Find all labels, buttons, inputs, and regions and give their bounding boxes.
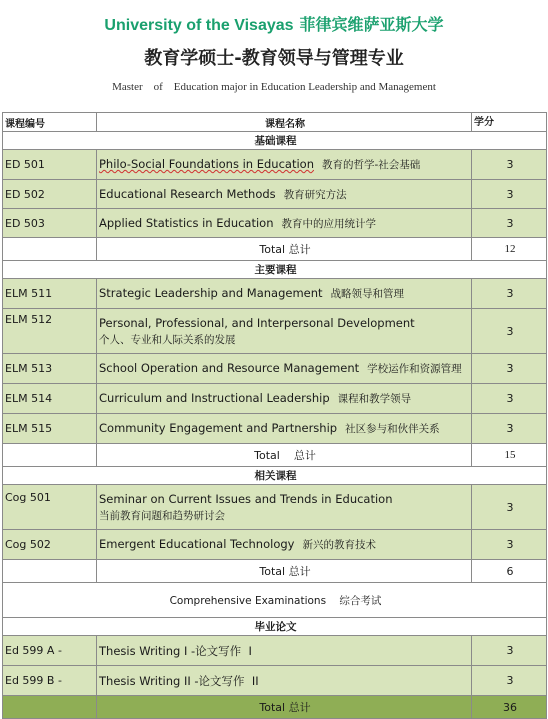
empty-cell (3, 696, 97, 719)
course-name-en: Curriculum and Instructional Leadership (99, 391, 330, 405)
empty-cell (3, 444, 97, 467)
university-name-en: University of the Visayas (104, 17, 294, 34)
course-name-cn: 社区参与和伙伴关系 (345, 423, 440, 435)
grand-total-row (3, 696, 547, 719)
course-name-cn: 教育研究方法 (283, 188, 347, 201)
header-name: 课程名称 (97, 113, 472, 132)
course-name (97, 530, 472, 560)
course-credit: 3 (472, 354, 547, 384)
course-credit: 3 (472, 180, 547, 209)
course-name-en: School Operation and Resource Management (99, 361, 360, 375)
table-row (3, 279, 547, 309)
course-name-cn: 教育的哲学-社会基础 (322, 159, 421, 171)
table-row (3, 414, 547, 444)
section-thesis (3, 618, 547, 636)
course-credit: 3 (472, 209, 547, 238)
course-name (97, 414, 472, 444)
course-name (97, 180, 472, 209)
total-credit: 12 (472, 238, 547, 261)
section-foundation (3, 132, 547, 150)
course-credit: 3 (472, 530, 547, 560)
table-row (3, 530, 547, 560)
section-related (3, 467, 547, 485)
grand-total-credit: 36 (472, 696, 547, 719)
course-code: ED 503 (3, 209, 97, 238)
section-major (3, 261, 547, 279)
total-label: Total 总计 (97, 238, 472, 261)
course-name (97, 209, 472, 238)
header-code: 课程编号 (3, 113, 97, 132)
course-name-en: Personal, Professional, and Interpersonal Development (99, 315, 415, 330)
course-name-en: Educational Research Methods (99, 186, 276, 201)
course-code: Cog 501 (3, 485, 97, 530)
course-credit: 3 (472, 666, 547, 696)
empty-cell (3, 238, 97, 261)
total-row (3, 560, 547, 583)
section-label: 毕业论文 (3, 618, 547, 636)
course-name-cn: 新兴的教育技术 (302, 539, 376, 551)
course-credit: 3 (472, 485, 547, 530)
grand-total-label: Total 总计 (97, 696, 472, 719)
table-row (3, 150, 547, 180)
university-title (0, 12, 548, 35)
course-code: Ed 599 B - (3, 666, 97, 696)
program-title-cn: 教育学硕士-教育领导与管理专业 (144, 48, 404, 69)
course-name-cn: 战略领导和管理 (330, 288, 405, 300)
total-row (3, 444, 547, 467)
university-name-cn: 菲律宾维萨亚斯大学 (299, 17, 444, 34)
course-credit: 3 (472, 636, 547, 666)
course-name (97, 384, 472, 414)
course-name-cn: 学校运作和资源管理 (367, 363, 462, 375)
total-row (3, 238, 547, 261)
course-code: Ed 599 A - (3, 636, 97, 666)
table-row (3, 309, 547, 354)
course-name-en: Applied Statistics in Education (99, 215, 274, 230)
course-name (97, 150, 472, 180)
comprehensive-row (3, 583, 547, 618)
course-code: ELM 513 (3, 354, 97, 384)
course-code: ED 502 (3, 180, 97, 209)
course-credit: 3 (472, 414, 547, 444)
course-name: Thesis Writing I -论文写作 I (97, 636, 472, 666)
comprehensive-label: Comprehensive Examinations 综合考试 (3, 583, 547, 618)
course-name-en: Strategic Leadership and Management (99, 286, 323, 300)
course-name-cn: 课程和教学领导 (337, 393, 412, 405)
table-row (3, 180, 547, 209)
section-label: 相关课程 (3, 467, 547, 485)
course-code: Cog 502 (3, 530, 97, 560)
table-row (3, 636, 547, 666)
table-row (3, 384, 547, 414)
course-credit: 3 (472, 150, 547, 180)
course-name-cn: 个人、专业和人际关系的发展 (99, 333, 236, 346)
course-credit: 3 (472, 384, 547, 414)
course-name-en: Emergent Educational Technology (99, 537, 295, 551)
program-title-en: Master of Education major in Education Leadership and Management (112, 81, 436, 93)
course-name (97, 354, 472, 384)
section-label: 基础课程 (3, 132, 547, 150)
total-label: Total 总计 (97, 560, 472, 583)
course-name (97, 485, 472, 530)
table-row (3, 666, 547, 696)
course-code: ELM 511 (3, 279, 97, 309)
course-name-en: Philo-Social Foundations in Education (99, 157, 314, 171)
course-name-cn: 教育中的应用统计学 (281, 217, 377, 230)
header-credit: 学分 (472, 113, 547, 132)
course-name-en: Seminar on Current Issues and Trends in Education (99, 491, 393, 506)
table-row (3, 209, 547, 238)
course-credit: 3 (472, 279, 547, 309)
course-credit: 3 (472, 309, 547, 354)
section-label: 主要课程 (3, 261, 547, 279)
course-code: ELM 515 (3, 414, 97, 444)
course-code: ELM 514 (3, 384, 97, 414)
course-name: Thesis Writing II -论文写作 II (97, 666, 472, 696)
course-name-cn: 当前教育问题和趋势研讨会 (99, 509, 225, 522)
empty-cell (3, 560, 97, 583)
total-credit: 15 (472, 444, 547, 467)
course-name (97, 279, 472, 309)
total-credit: 6 (472, 560, 547, 583)
course-code: ELM 512 (3, 309, 97, 354)
total-label: Total 总计 (97, 444, 472, 467)
course-table (2, 112, 547, 719)
course-name (97, 309, 472, 354)
table-row (3, 354, 547, 384)
course-code: ED 501 (3, 150, 97, 180)
table-header-row (3, 113, 547, 132)
table-row (3, 485, 547, 530)
course-name-en: Community Engagement and Partnership (99, 421, 338, 435)
